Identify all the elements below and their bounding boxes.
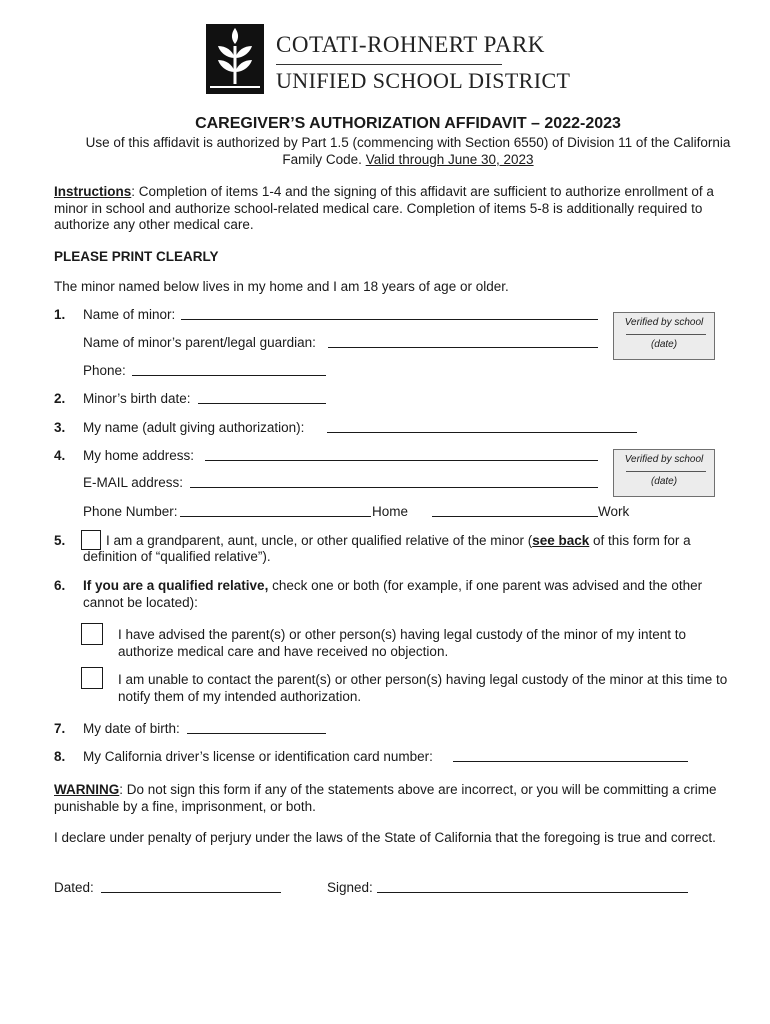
verified-box-1 [613,312,715,360]
guardian-name-label: Name of minor’s parent/legal guardian: [83,335,316,350]
email-label: E-MAIL address: [83,475,184,490]
qualified-rest: check one or both (for example, if one parent was advised and the other [268,578,703,593]
my-dob-field[interactable] [187,733,326,734]
work-label: Work [598,504,630,519]
instructions-line1 [54,184,714,199]
home-address-field[interactable] [205,460,598,461]
signed-label: Signed: [327,880,373,895]
my-name-field[interactable] [327,432,637,433]
home-label: Home [372,504,409,519]
item-number-8: 8. [54,749,66,764]
advised-line1: I have advised the parent(s) or other person(s) having legal custody of the minor of my intent to [118,627,687,642]
phone-label: Phone: [83,363,126,378]
verified-date-2: (date) [650,476,678,487]
qualified-line2: cannot be located): [83,595,198,610]
relative-text-b: of this form for a [589,533,691,548]
unable-line2: notify them of my intended authorization. [118,689,362,704]
relative-line2: definition of “qualified relative”). [83,549,271,564]
warning-line1 [54,782,717,797]
item-number-6: 6. [54,578,66,593]
verified-box-2 [613,449,715,497]
district-name-line2: UNIFIED SCHOOL DISTRICT [276,68,571,93]
item-number-2: 2. [54,391,66,406]
my-name-label: My name (adult giving authorization): [83,420,305,435]
verified-date-line-2 [626,471,706,472]
license-field[interactable] [453,761,688,762]
warning-label: WARNING [54,782,120,797]
valid-through: Valid through June 30, 2023 [365,152,534,167]
unable-line1: I am unable to contact the parent(s) or other person(s) having legal custody of the minor at this time to [118,672,728,687]
signature-field[interactable] [377,892,688,893]
my-dob-label: My date of birth: [83,721,180,736]
page-title: CAREGIVER’S AUTHORIZATION AFFIDAVIT – 2022-2023 [195,115,621,132]
item-number-3: 3. [54,420,66,435]
qualified-line1 [83,578,702,593]
dated-field[interactable] [101,892,281,893]
print-clearly-heading: PLEASE PRINT CLEARLY [54,249,219,264]
subtitle-prefix: Family Code. [282,152,366,167]
district-name-line1: COTATI-ROHNERT PARK [276,32,545,57]
see-back-link[interactable]: see back [532,533,590,548]
logo-divider [276,64,502,65]
item-number-5: 5. [54,533,66,548]
subtitle-line1: Use of this affidavit is authorized by Part 1.5 (commencing with Section 6550) of Division 11 of the California [85,135,731,150]
instructions-text1: : Completion of items 1-4 and the signing of this affidavit are sufficient to authorize enrollment of a [131,184,714,199]
birth-date-label: Minor’s birth date: [83,391,191,406]
instructions-label: Instructions [54,184,132,199]
license-label: My California driver’s license or identification card number: [83,749,433,764]
advised-checkbox[interactable] [81,623,103,645]
minor-name-label: Name of minor: [83,307,176,322]
email-field[interactable] [190,487,598,488]
intro-text: The minor named below lives in my home and I am 18 years of age or older. [54,279,509,294]
phone-number-label: Phone Number: [83,504,178,519]
advised-line2: authorize medical care and have received no objection. [118,644,449,659]
home-phone-field[interactable] [180,516,371,517]
warning-text1: : Do not sign this form if any of the statements above are incorrect, or you will be committing a crime [119,782,717,797]
sprout-icon [206,24,264,94]
verified-date-1: (date) [650,339,678,350]
guardian-name-field[interactable] [328,347,598,348]
minor-name-field[interactable] [181,319,598,320]
qualified-bold: If you are a qualified relative, [83,578,269,593]
subtitle-line2 [0,152,770,167]
relative-text-a: I am a grandparent, aunt, uncle, or other qualified relative of the minor ( [106,533,533,548]
relative-line1 [106,533,691,548]
declaration: I declare under penalty of perjury under the laws of the State of California that the foregoing is true and correct. [54,830,716,845]
instructions-line3: authorize any other medical care. [54,217,254,232]
item-number-1: 1. [54,307,66,322]
phone-field[interactable] [132,375,326,376]
verified-label-2: Verified by school [624,454,704,465]
verified-date-line-1 [626,334,706,335]
item-number-7: 7. [54,721,66,736]
unable-checkbox[interactable] [81,667,103,689]
item-number-4: 4. [54,448,66,463]
qualified-relative-checkbox[interactable] [81,530,101,550]
instructions-line2: minor in school and authorize school-related medical care. Completion of items 5-8 is additionally required to [54,201,703,216]
birth-date-field[interactable] [198,403,326,404]
dated-label: Dated: [54,880,94,895]
work-phone-field[interactable] [432,516,598,517]
district-logo [206,24,264,94]
warning-line2: punishable by a fine, imprisonment, or both. [54,799,316,814]
home-address-label: My home address: [83,448,195,463]
verified-label-1: Verified by school [624,317,704,328]
